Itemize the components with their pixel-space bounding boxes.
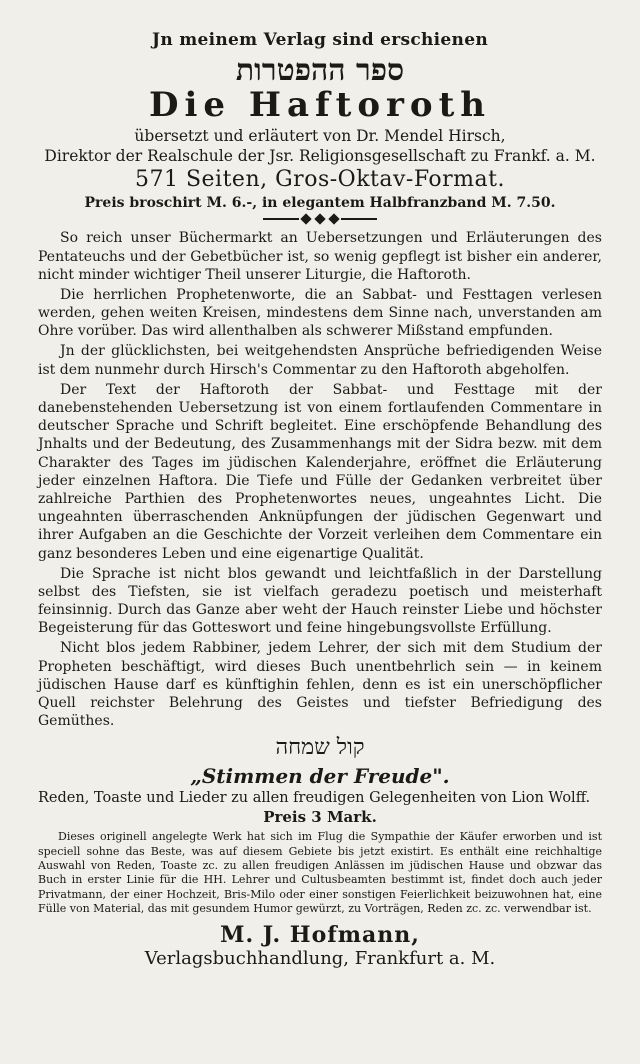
translator-line: übersetzt und erläutert von Dr. Mendel Hirsch, <box>134 127 506 146</box>
second-hebrew-title: קול שמחה <box>275 735 365 761</box>
second-book-title: „Stimmen der Freude". <box>190 764 450 789</box>
hebrew-title: ספר ההפטרות <box>235 52 405 88</box>
book-title: Die Haftoroth <box>148 85 492 126</box>
paragraph: Jn der glücklichsten, bei weitgehendsten Ansprüche befriedigenden Weise ist dem nunmehr durch Hirsch's Commentar zu den Haftoroth abgeholfen. <box>38 343 602 378</box>
paragraph: So reich unser Büchermarkt an Uebersetzungen und Erläuterungen des Pentateuchs und der Gebetbücher ist, so wenig gepflegt ist bisher ein anderer, nicht minder wichtiger Theil unserer Liturgie, die Haftoroth. <box>38 230 602 283</box>
paragraph: Nicht blos jedem Rabbiner, jedem Lehrer, der sich mit dem Studium der Propheten beschäftigt, wird dieses Buch unentbehrlich sein — in keinem jüdischen Hause darf es künftighin fehlen, denn es ist ein unerschöpflicher Quell reichster Belehrung des Geistes und tiefster Befriedigung des Gemüthes. <box>38 640 602 730</box>
second-book-description: Reden, Toaste und Lieder zu allen freudigen Gelegenheiten von Lion Wolff. <box>38 790 591 807</box>
note-text: Dieses originell angelegte Werk hat sich im Flug die Sympathie der Käufer erworben und ist speciell sohne das Beste, was auf diesem Gebiete bis jetzt existirt. Es enthält eine reichhaltige Auswahl von Reden, Toaste zc. zu allen freudigen Anlässen im jüdischen Hause und obzwar das Buch in erster Linie für die HH. Lehrer und Cultusbeamten bestimmt ist, findet doch auch jeder Privatmann, der einer Hochzeit, Bris-Milo oder einer sonstigen Feierlichkeit beizuwohnen hat, eine Fülle von Material, das mit gesundem Humor gewürzt, zu Vorträgen, Reden zc. zc. verwendbar ist. <box>38 830 602 915</box>
description-body <box>38 229 602 730</box>
price-line: Preis broschirt M. 6.-, in elegantem Halbfranzband M. 7.50. <box>84 195 556 212</box>
second-book-note <box>38 830 602 916</box>
ornament-divider <box>38 213 602 223</box>
second-book-price: Preis 3 Mark. <box>263 808 377 827</box>
headline: Jn meinem Verlag sind erschienen <box>151 30 488 50</box>
publisher-place: Verlagsbuchhandlung, Frankfurt a. M. <box>144 948 496 970</box>
paragraph: Die herrlichen Prophetenworte, die an Sabbat- und Festtagen verlesen werden, gehen weiten Kreisen, mindestens dem Sinne nach, unverstanden am Ohre vorüber. Das wird allenthalben als schwerer Mißstand empfunden. <box>38 286 602 340</box>
position-line: Direktor der Realschule der Jsr. Religionsgesellschaft zu Frankf. a. M. <box>44 147 596 166</box>
paragraph: Der Text der Haftoroth der Sabbat- und Festtage mit der danebenstehenden Uebersetzung ist von einem fortlaufenden Commentare in deutscher Sprache und Schrift begleitet. Eine erschöpfende Behandlung des Jnhalts und der Bedeutung, des Zusammenhangs mit der Sidra bezw. mit dem Charakter des Tages im jüdischen Kalenderjahre, eröffnet die Erläuterung jeder einzelnen Haftora. Die Tiefe und Fülle der Gedanken verbreitet über zahlreiche Parthien des Prophetenwortes neues, ungeahntes Licht. Die ungeahnten überraschenden Anknüpfungen der jüdischen Gegenwart und ihrer Aufgaben an die Geschichte der Vorzeit verleihen dem Commentare ein ganz besonderes Leben und eine eigenartige Qualität. <box>38 381 602 562</box>
publisher-name: M. J. Hofmann, <box>220 922 420 949</box>
format-line: 571 Seiten, Gros-Oktav-Format. <box>134 167 505 193</box>
paragraph: Die Sprache ist nicht blos gewandt und leichtfaßlich in der Darstellung selbst des Tiefsten, sie ist vielfach geradezu poetisch und meisterhaft feinsinnig. Durch das Ganze aber weht der Hauch reinster Liebe und höchster Begeisterung für das Gotteswort und feine hingebungsvollste Erfüllung. <box>38 565 602 637</box>
